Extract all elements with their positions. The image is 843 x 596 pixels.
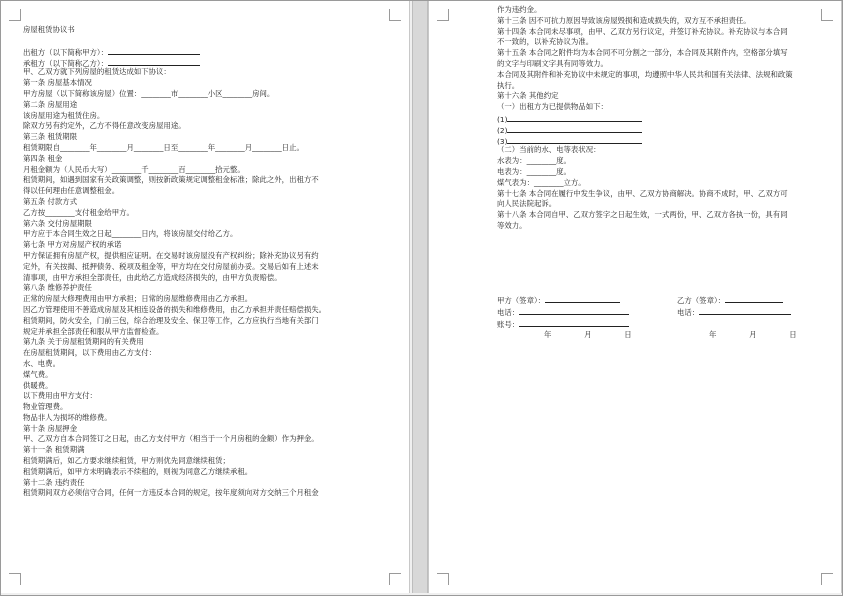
margin-mark (9, 9, 21, 21)
document-line: （二）当前的水、电等表状况： (497, 145, 601, 155)
document-line: 月租金额为（人民币大写）________千________百________拾元整。 (23, 164, 245, 174)
document-line: 第七条 甲方对房屋产权的承诺 (23, 240, 122, 250)
margin-mark (437, 573, 449, 585)
document-line: 第十八条 本合同自甲、乙双方签字之日起生效，一式两份，甲、乙双方各执一份，具有同 (497, 210, 788, 220)
document-line: 第十四条 本合同未尽事项，由甲、乙双方另行议定，并签订补充协议。补充协议与本合同 (497, 26, 788, 36)
document-line: 租赁期间双方必须信守合同，任何一方违反本合同的规定，按年度须向对方交纳三个月租金 (23, 488, 319, 498)
document-line: 第八条 维修养护责任 (23, 283, 92, 293)
document-line: 乙方按________支付租金给甲方。 (23, 207, 134, 217)
document-line: (1) (497, 113, 827, 124)
document-line: 第三条 租赁期限 (23, 132, 78, 142)
document-line: 以下费用由甲方支付： (23, 391, 97, 401)
page-1-body (23, 25, 395, 499)
page-2-body (497, 5, 827, 232)
document-line: 物业管理费。 (23, 402, 68, 412)
document-line: 租赁期间，如遇到国家有关政策调整，则按新政策规定调整租金标准；除此之外，出租方不 (23, 175, 319, 185)
document-title: 房屋租赁协议书 (23, 25, 75, 34)
document-line: 出租方（以下简称甲方）： (23, 46, 395, 57)
document-line: 除双方另有约定外，乙方不得任意改变房屋用途。 (23, 121, 186, 131)
margin-mark (437, 9, 449, 21)
document-line: 等效力。 (497, 220, 527, 230)
document-line: 甲方房屋（以下简称该房屋）位置：________市________小区________房间。 (23, 88, 275, 98)
document-line: 第六条 交付房屋期限 (23, 218, 92, 228)
document-line: (3) (497, 135, 827, 146)
blank-underline (108, 57, 200, 66)
document-line: 第二条 房屋用途 (23, 99, 78, 109)
account-field: 账号： (497, 318, 629, 331)
document-line: 得以任何理由任意调整租金。 (23, 186, 120, 196)
document-line: 第五条 付款方式 (23, 196, 78, 206)
document-line: 水、电费。 (23, 358, 60, 368)
document-line: 租赁期间，防火安全，门前三包，综合治理及安全、保卫等工作，乙方应执行当地有关部门 (23, 315, 319, 325)
document-line: 物品非人为损坏的维修费。 (23, 412, 112, 422)
blank-underline (507, 113, 642, 122)
blank-underline (507, 124, 642, 133)
document-page-1 (1, 1, 410, 593)
signature-party-b: 乙方（签章）： (677, 294, 783, 307)
document-line: 第十六条 其他约定 (497, 91, 559, 101)
document-line: 供暖费。 (23, 380, 53, 390)
document-line: 向人民法院起诉。 (497, 199, 557, 209)
document-line: 不一致的，以补充协议为准。 (497, 37, 594, 47)
document-line: 在房屋租赁期间，以下费用由乙方支付： (23, 348, 157, 358)
document-line: 的文字与印刷文字具有同等效力。 (497, 58, 608, 68)
document-line: 正常的房屋大修理费用由甲方承担；日常的房屋维修费用由乙方承担。 (23, 294, 253, 304)
document-line: 甲方保证拥有房屋产权，提供相应证明。在交易时该房屋没有产权纠纷；除补充协议另有约 (23, 250, 319, 260)
document-line: 因乙方管理使用不善造成房屋及其相连设备的损失和维修费用，由乙方承担并责任赔偿损失。 (23, 304, 327, 314)
margin-mark (821, 573, 833, 585)
document-line: 第十七条 本合同在履行中发生争议，由甲、乙双方协商解决。协商不成时，甲、乙双方可 (497, 188, 788, 198)
margin-mark (389, 573, 401, 585)
document-line: 执行。 (497, 80, 520, 90)
document-line: 该房屋用途为租赁住房。 (23, 110, 105, 120)
document-line: 租赁期限自________年________月________日至________年________月________日止。 (23, 142, 304, 152)
date-b: 年 月 日 (709, 330, 797, 339)
document-line: 第十条 房屋押金 (23, 423, 78, 433)
document-line: 第十五条 本合同之附件均为本合同不可分割之一部分，本合同及其附件内，空格部分填写 (497, 48, 788, 58)
document-line: 第九条 关于房屋租赁期间的有关费用 (23, 337, 144, 347)
blank-underline (507, 135, 642, 144)
document-line: 甲、乙双方就下列房屋的租赁达成如下协议： (23, 67, 171, 77)
document-line: 租赁期满后，如甲方未明确表示不续租的，则视为同意乙方继续承租。 (23, 466, 253, 476)
document-line: 水表为：________度。 (497, 156, 571, 166)
page-gutter (412, 1, 428, 593)
document-page-2 (428, 1, 842, 593)
document-line: 规定并承担全部责任和服从甲方监督检查。 (23, 326, 164, 336)
signature-party-a: 甲方（签章）： (497, 294, 620, 307)
date-a: 年 月 日 (544, 330, 632, 339)
document-line: 电表为：________度。 (497, 166, 571, 176)
document-line: 煤气费。 (23, 369, 53, 379)
margin-mark (9, 573, 21, 585)
document-line: 定外，有关按揭、抵押债务、税项及租金等，甲方均在交付房屋前办妥。交易后如有上述未 (23, 261, 319, 271)
margin-mark (389, 9, 401, 21)
document-line: 甲方应于本合同生效之日起________日内，将该房屋交付给乙方。 (23, 229, 238, 239)
document-line: 第十二条 违约责任 (23, 477, 85, 487)
document-line: 清事项，由甲方承担全部责任，由此给乙方造成经济损失的，由甲方负责赔偿。 (23, 272, 282, 282)
document-line: (2) (497, 124, 827, 135)
document-line: 第一条 房屋基本情况 (23, 78, 92, 88)
document-line: 第四条 租金 (23, 153, 63, 163)
document-line: 第十一条 租赁期满 (23, 445, 85, 455)
document-line: （一）出租方为已提供物品如下： (497, 102, 608, 112)
document-line: 承租方（以下简称乙方）： (23, 57, 395, 68)
blank-underline (108, 46, 200, 55)
document-line: 第十三条 因不可抗力原因导致该房屋毁损和造成损失的，双方互不承担责任。 (497, 15, 751, 25)
document-line: 作为违约金。 (497, 5, 542, 14)
document-line: 租赁期满后，如乙方要求继续租赁，甲方则优先同意继续租赁； (23, 456, 230, 466)
phone-a: 电话： (497, 306, 629, 319)
document-line: 本合同及其附件和补充协议中未规定的事项，均遵照中华人民共和国有关法律、法规和政策 (497, 69, 793, 79)
document-line: 甲、乙双方自本合同签订之日起，由乙方支付甲方（相当于一个月房租的金额）作为押金。 (23, 434, 319, 444)
document-line: 煤气表为：________立方。 (497, 177, 586, 187)
phone-b: 电话： (677, 306, 791, 319)
